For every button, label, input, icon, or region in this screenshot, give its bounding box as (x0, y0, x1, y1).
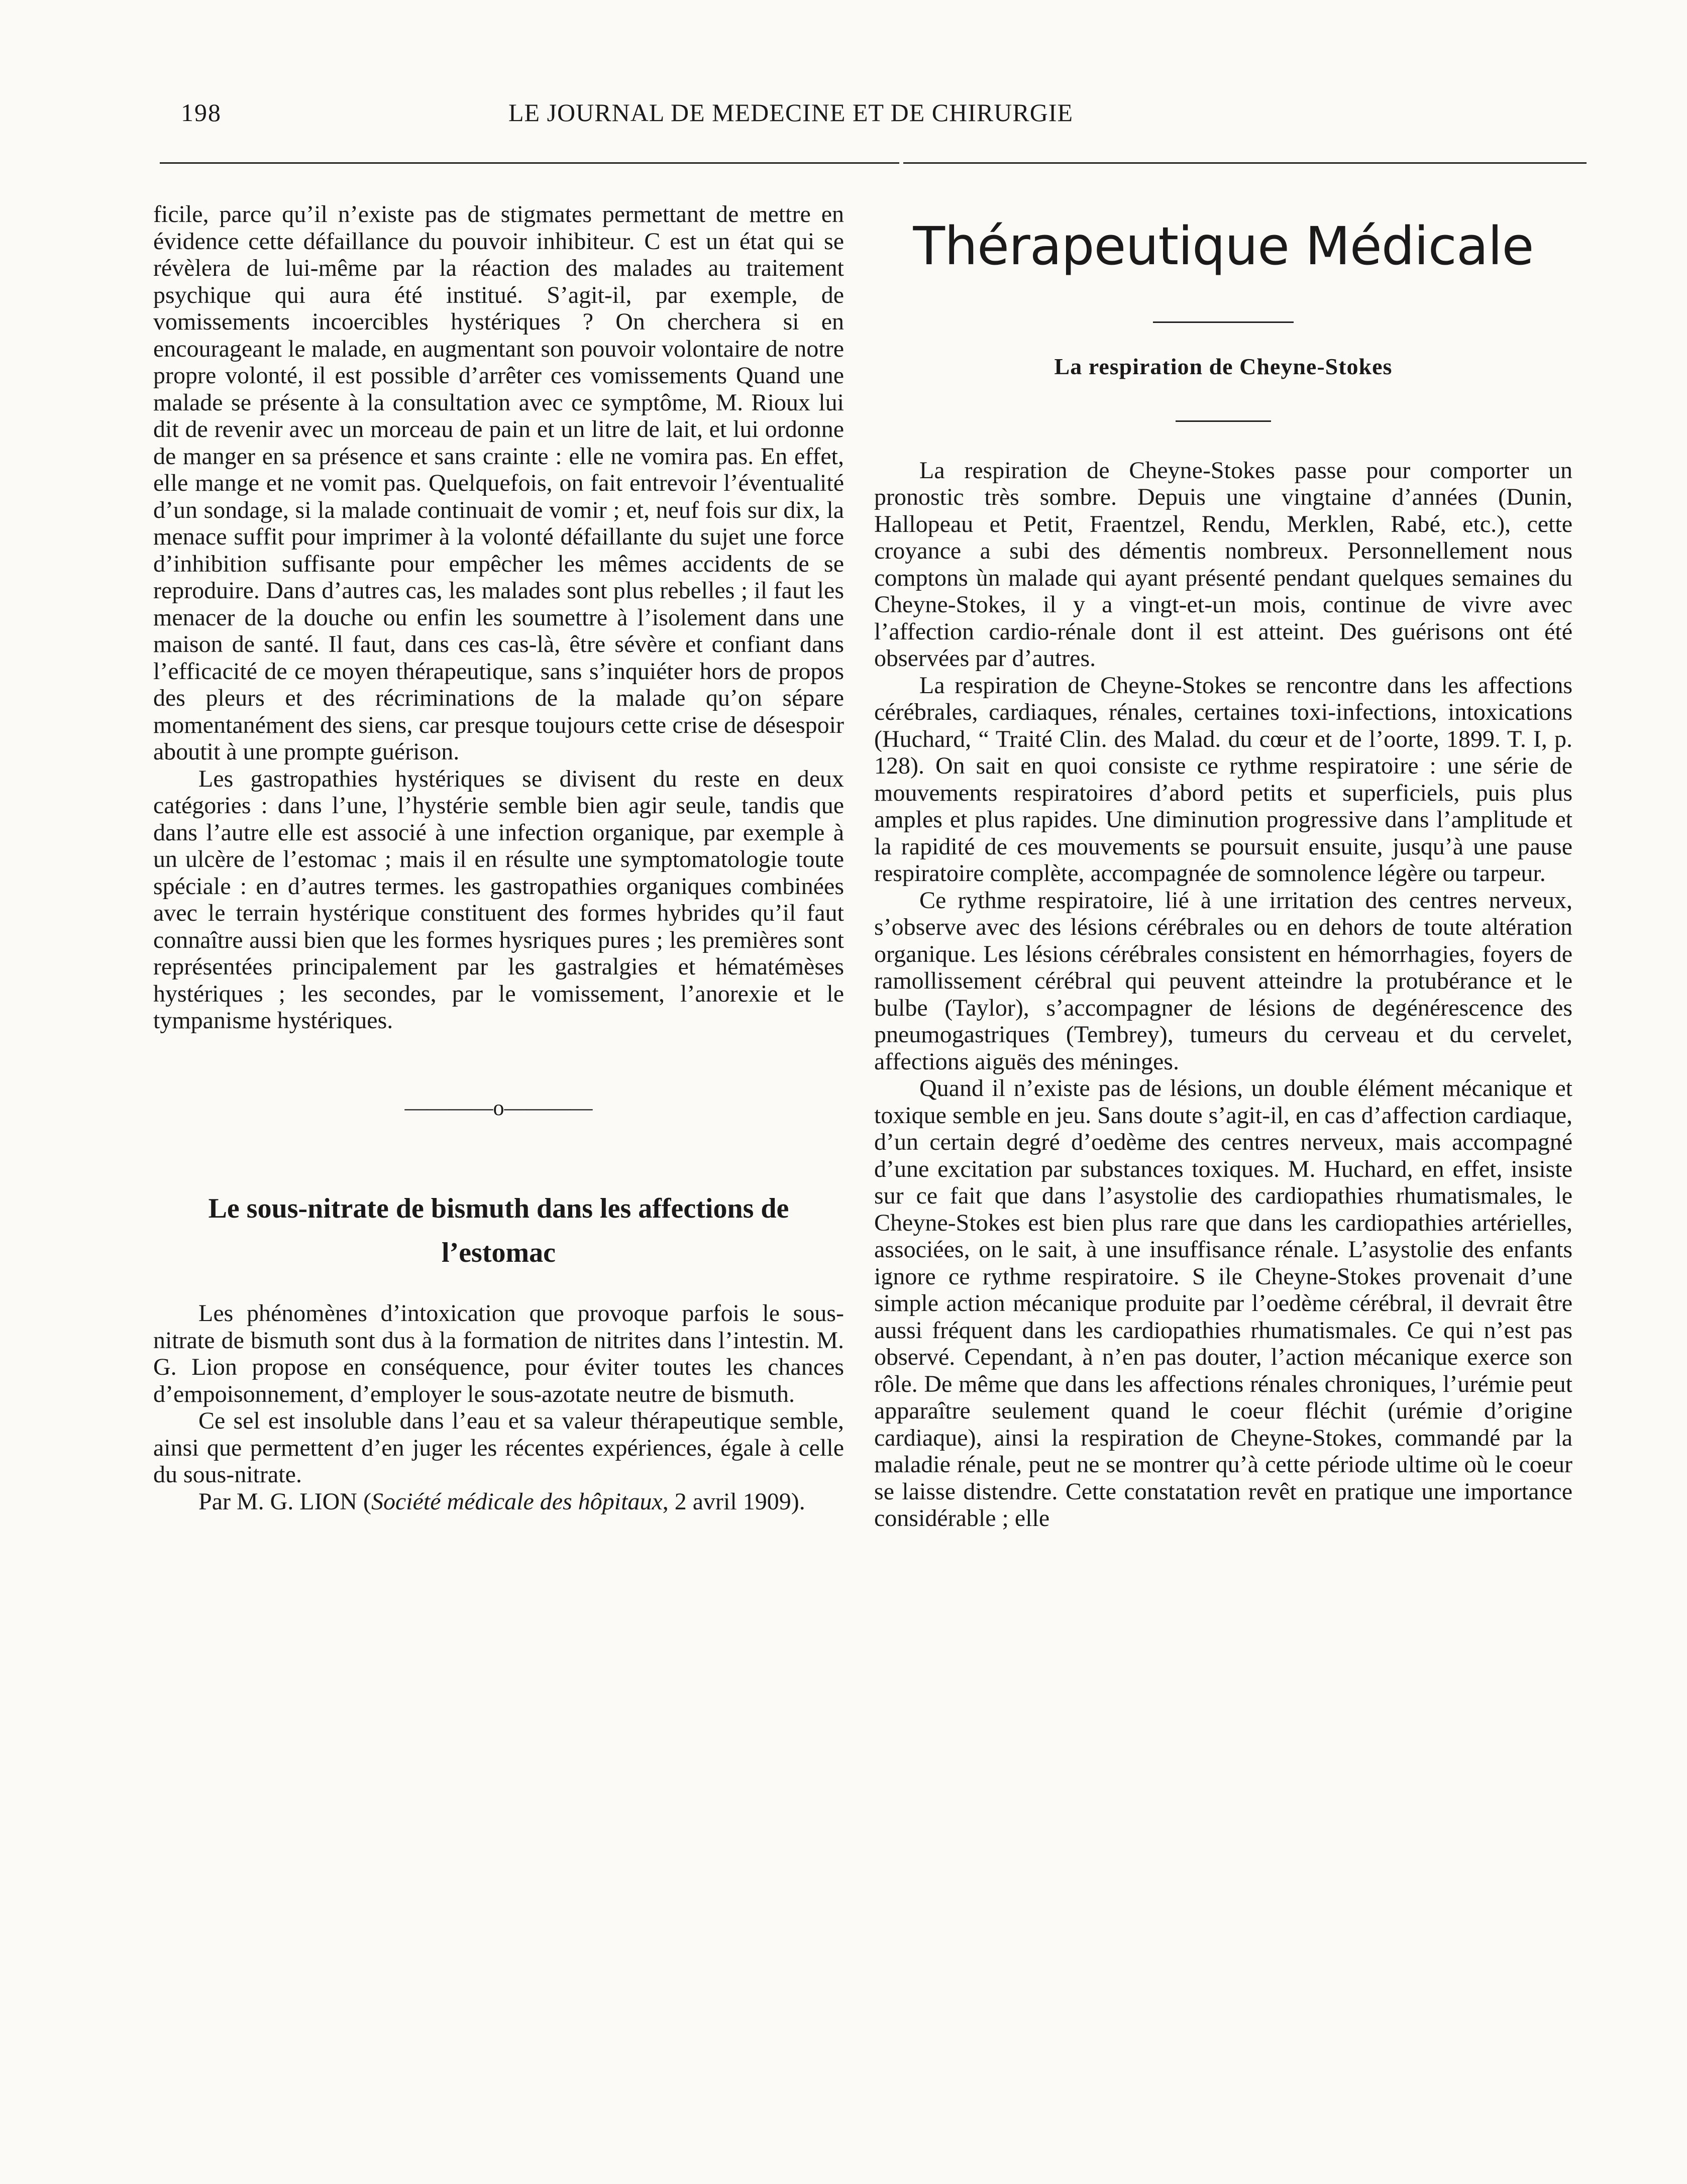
article-paragraph: Quand il n’existe pas de lésions, un double élément mécanique et toxique semble en jeu. Sans doute s’agit-il, en cas d’affection cardiaque, d’un certain degré d’oedème des centres nerveux, mais accompagné d’une excitation par substances toxiques. M. Huchard, en effet, insiste sur ce fait que dans l’asystolie des cardiopathies rhumatismales, le Cheyne-Stokes est bien plus rare que dans les cardiopathies artérielles, associées, on le sait, à une insuffisance rénale. L’asystolie des enfants ignore ce rythme respiratoire. S ile Cheyne-Stokes provenait d’une simple action mécanique produite par l’oedème cérébral, il devrait être aussi fréquent dans les cardiopathies rhumatismales. Ce qui n’est pas observé. Cependant, à n’en pas douter, l’action mécanique exerce son rôle. De même que dans les affections rénales chroniques, l’urémie peut apparaître seulement quand le coeur fléchit (urémie d’origine cardiaque), ainsi la respiration de Cheyne-Stokes, commandé par la maladie rénale, peut ne se montrer qu’à cette période ultime où le coeur se laisse distendre. Cette constatation revêt en pratique une importance considérable ; elle (874, 1075, 1572, 1532)
section-title: Thérapeutique Médicale (913, 215, 1534, 277)
section-separator: ————o———— (404, 1095, 593, 1120)
source-suffix: , 2 avril 1909). (662, 1488, 805, 1515)
source-journal: Société médicale des hôpitaux (371, 1488, 663, 1515)
article-title: Le sous-nitrate de bismuth dans les affections de l’estomac (208, 1193, 789, 1268)
article-subtitle: La respiration de Cheyne-Stokes (1054, 354, 1393, 379)
right-column (874, 201, 1572, 1532)
title-rule (1153, 321, 1294, 323)
subtitle-rule (1176, 420, 1271, 422)
paragraph-gastropathies: Les gastropathies hystériques se divisent du reste en deux catégories : dans l’une, l’hystérie semble bien agir seule, tandis que dans l’autre elle est associé à une infection organique, par exemple à un ulcère de l’estomac ; mais il en résulte une symptomatologie toute spéciale : en d’autres termes. les gastropathies organiques combinées avec le terrain hystérique constituent des formes hybrides qu’il faut connaître aussi bien que les formes hysriques pures ; les premières sont représentées principalement par les gastralgies et hématémèses hystériques ; les secondes, par le vomissement, l’anorexie et le tympanisme hystériques. (153, 765, 844, 1034)
article-source (153, 1488, 844, 1515)
article-paragraph: Les phénomènes d’intoxication que provoque parfois le sous-nitrate de bismuth sont dus à la formation de nitrites dans l’intestin. M. G. Lion propose en conséquence, pour éviter toutes les chances d’empoisonnement, d’employer le sous-azotate neutre de bismuth. (153, 1300, 844, 1407)
running-title: LE JOURNAL DE MEDECINE ET DE CHIRURGIE (508, 98, 1074, 127)
article-paragraph: La respiration de Cheyne-Stokes se rencontre dans les affections cérébrales, cardiaques, rénales, certaines toxi-infections, intoxications (Huchard, “ Traité Clin. des Malad. du cœur et de l’oorte, 1899. T. I, p. 128). On sait en quoi consiste ce rythme respiratoire : une série de mouvements respiratoires d’abord petits et superficiels, puis plus amples et plus rapides. Une diminution progressive dans l’amplitude et la rapidité de ces mouvements se poursuit ensuite, jusqu’à une pause respiratoire complète, accompagnée de somnolence légère ou tarpeur. (874, 672, 1572, 887)
running-header (181, 98, 1216, 133)
left-column (153, 201, 844, 1515)
header-rule-right (903, 162, 1587, 164)
article-paragraph: Ce sel est insoluble dans l’eau et sa valeur thérapeutique semble, ainsi que permettent d’en juger les récentes expériences, égale à celle du sous-nitrate. (153, 1407, 844, 1488)
paragraph-continued: ficile, parce qu’il n’existe pas de stigmates permettant de mettre en évidence cette défaillance du pouvoir inhibiteur. C est un état qui se révèlera de lui-même par la réaction des malades au traitement psychique qui aura été institué. S’agit-il, par exemple, de vomissements incoercibles hystériques ? On cherchera si en encourageant le malade, en augmentant son pouvoir volontaire de notre propre volonté, il est possible d’arrêter ces vomissements Quand une malade se présente à la consultation avec ce symptôme, M. Rioux lui dit de revenir avec un morceau de pain et un litre de lait, et lui ordonne de manger en sa présence et sans crainte : elle ne vomira pas. En effet, elle mange et ne vomit pas. Quelquefois, on fait entrevoir l’éventualité d’un sondage, si la malade continuait de vomir ; et, neuf fois sur dix, la menace suffit pour imprimer à la volonté défaillante du sujet une force d’inhibition suffisante pour empêcher les mêmes accidents de se reproduire. Dans d’autres cas, les malades sont plus rebelles ; il faut les menacer de la douche ou enfin les soumettre à l’isolement dans une maison de santé. Il faut, dans ces cas-là, être sévère et confiant dans l’efficacité de ce moyen thérapeutique, sans s’inquiéter hors de propos des pleurs et des récriminations de la malade qu’on sépare momentanément des siens, car presque toujours cette crise de désespoir aboutit à une prompte guérison. (153, 201, 844, 765)
page-number: 198 (181, 98, 222, 127)
article-paragraph: Ce rythme respiratoire, lié à une irritation des centres nerveux, s’observe avec des lésions cérébrales ou en dehors de toute altération organique. Les lésions cérébrales consistent en hémorrhagies, foyers de ramollissement cérébral qui peuvent atteindre la protubérance et le bulbe (Taylor), s’accompagner de lésions de degénérescence des pneumogastriques (Tembrey), tumeurs du cerveau et du cervelet, affections aiguës des méninges. (874, 887, 1572, 1075)
header-rule-left (160, 162, 899, 164)
article-paragraph: La respiration de Cheyne-Stokes passe pour comporter un pronostic très sombre. Depuis une vingtaine d’années (Dunin, Hallopeau et Petit, Fraentzel, Rendu, Merklen, Rabé, etc.), cette croyance a subi des démentis nombreux. Personnellement nous comptons ùn malade qui ayant présenté pendant quelques semaines du Cheyne-Stokes, il y a vingt-et-un mois, continue de vivre avec l’affection cardio-rénale dont il est atteint. Des guérisons ont été observées par d’autres. (874, 457, 1572, 672)
source-prefix: Par M. G. LION ( (198, 1488, 371, 1515)
